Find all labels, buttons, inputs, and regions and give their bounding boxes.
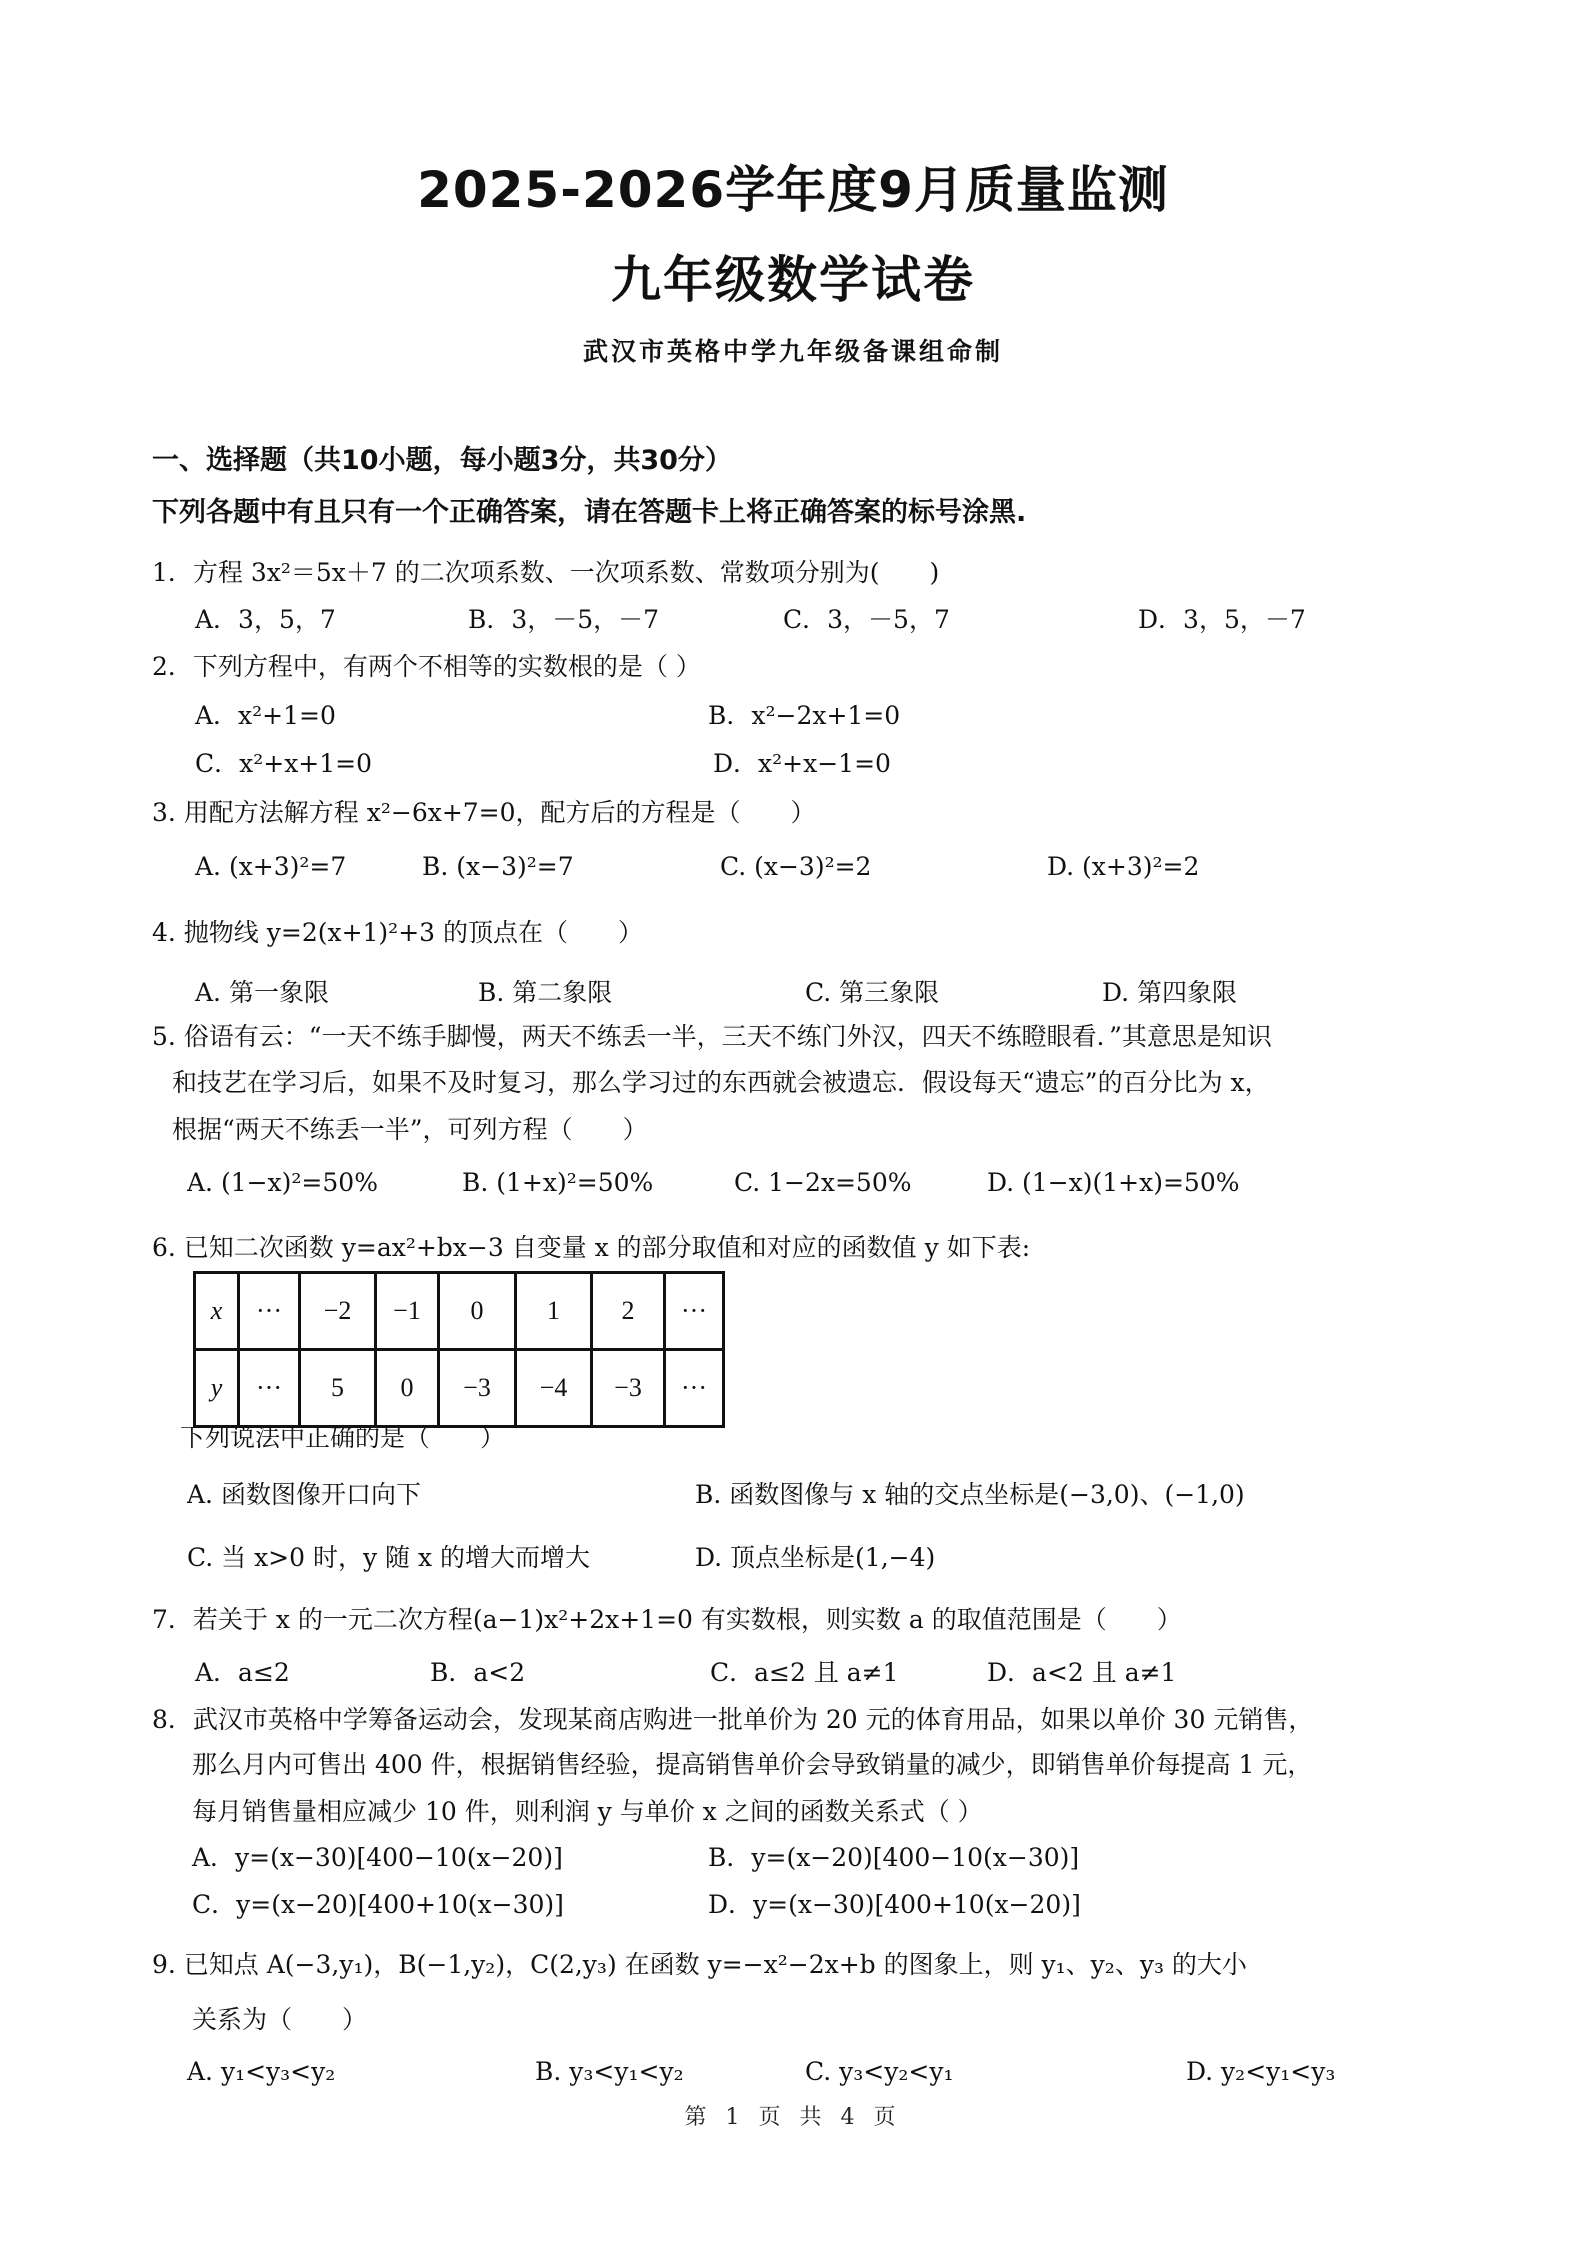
option-d: D. (x+3)²=2 — [1047, 852, 1200, 881]
option-c: C．3，－5，7 — [783, 605, 950, 634]
exam-title: 2025-2026学年度9月质量监测 — [417, 161, 1169, 219]
option-b: B．a<2 — [430, 1658, 526, 1687]
option-c: C．a≤2 且 a≠1 — [710, 1658, 899, 1687]
table-cell: 0 — [376, 1350, 439, 1427]
question-prompt: 下列说法中正确的是（ ） — [180, 1423, 506, 1452]
section-heading: 一、选择题（共10小题，每小题3分，共30分） — [152, 445, 732, 476]
question-stem: 6. 已知二次函数 y=ax²+bx−3 自变量 x 的部分取值和对应的函数值 y 如下表: — [152, 1233, 1031, 1262]
table-cell: ··· — [665, 1350, 724, 1427]
table-cell: ··· — [665, 1273, 724, 1350]
option-b: B．y=(x−20)[400−10(x−30)] — [708, 1843, 1080, 1872]
question-stem-line: 每月销售量相应减少 10 件，则利润 y 与单价 x 之间的函数关系式（ ） — [192, 1797, 983, 1826]
option-a: A．3，5，7 — [195, 605, 336, 634]
option-a: A. 第一象限 — [195, 978, 329, 1007]
table-cell: −1 — [376, 1273, 439, 1350]
question-stem-line: 5. 俗语有云：“一天不练手脚慢，两天不练丢一半，三天不练门外汉，四天不练瞪眼看．”其意思是知识 — [152, 1022, 1272, 1051]
table-cell: y — [195, 1350, 239, 1427]
table-cell: −3 — [439, 1350, 516, 1427]
option-a: A．a≤2 — [195, 1658, 290, 1687]
option-b: B. (x−3)²=7 — [422, 852, 574, 881]
question-stem: 4. 抛物线 y=2(x+1)²+3 的顶点在（ ） — [152, 918, 644, 947]
option-a: A．y=(x−30)[400−10(x−20)] — [192, 1843, 563, 1872]
table-cell: −2 — [300, 1273, 376, 1350]
question-stem: 3. 用配方法解方程 x²−6x+7=0，配方后的方程是（ ） — [152, 798, 816, 827]
table-cell: −3 — [592, 1350, 665, 1427]
table-cell: 2 — [592, 1273, 665, 1350]
option-a: A. (x+3)²=7 — [195, 852, 347, 881]
option-d: D．y=(x−30)[400+10(x−20)] — [708, 1890, 1081, 1919]
exam-subtitle: 九年级数学试卷 — [611, 251, 975, 309]
option-b: B. 函数图像与 x 轴的交点坐标是(−3,0)、(−1,0) — [695, 1480, 1245, 1509]
option-c: C. 第三象限 — [805, 978, 940, 1007]
option-a: A．x²+1=0 — [195, 701, 336, 730]
option-c: C. 1−2x=50% — [734, 1168, 912, 1197]
table-cell: 1 — [516, 1273, 592, 1350]
question-stem-line: 那么月内可售出 400 件，根据销售经验，提高销售单价会导致销量的减少，即销售单价每提高 1 元， — [192, 1750, 1313, 1779]
question-stem: 1．方程 3x²＝5x＋7 的二次项系数、一次项系数、常数项分别为( ) — [152, 558, 940, 587]
value-table — [193, 1271, 725, 1428]
option-a: A. y₁<y₃<y₂ — [187, 2057, 336, 2086]
option-d: D．3，5，－7 — [1138, 605, 1306, 634]
question-stem-line: 关系为（ ） — [192, 2005, 368, 2034]
option-b: B. (1+x)²=50% — [462, 1168, 654, 1197]
option-d: D．x²+x−1=0 — [713, 749, 891, 778]
option-c: C．x²+x+1=0 — [195, 749, 373, 778]
question-stem-line: 根据“两天不练丢一半”，可列方程（ ） — [172, 1115, 648, 1144]
option-c: C. (x−3)²=2 — [720, 852, 872, 881]
option-b: B．x²−2x+1=0 — [708, 701, 901, 730]
option-d: D. 顶点坐标是(1,−4) — [695, 1543, 936, 1572]
option-b: B．3，－5，－7 — [468, 605, 660, 634]
section-instruction: 下列各题中有且只有一个正确答案，请在答题卡上将正确答案的标号涂黑. — [152, 497, 1027, 528]
option-a: A. (1−x)²=50% — [187, 1168, 378, 1197]
table-row-y — [195, 1350, 724, 1427]
question-stem: 7．若关于 x 的一元二次方程(a−1)x²+2x+1=0 有实数根，则实数 a 的取值范围是（ ） — [152, 1605, 1182, 1634]
option-b: B. y₃<y₁<y₂ — [535, 2057, 684, 2086]
exam-author: 武汉市英格中学九年级备课组命制 — [582, 337, 1003, 366]
table-cell: ··· — [239, 1350, 300, 1427]
option-a: A. 函数图像开口向下 — [187, 1480, 421, 1509]
table-cell: ··· — [239, 1273, 300, 1350]
question-stem-line: 8．武汉市英格中学筹备运动会，发现某商店购进一批单价为 20 元的体育用品，如果以单价 30 元销售， — [152, 1705, 1314, 1734]
question-stem-line: 和技艺在学习后，如果不及时复习，那么学习过的东西就会被遗忘．假设每天“遗忘”的百分比为 x， — [172, 1068, 1270, 1097]
option-c: C. 当 x>0 时，y 随 x 的增大而增大 — [187, 1543, 591, 1572]
table-cell: x — [195, 1273, 239, 1350]
table-cell: 0 — [439, 1273, 516, 1350]
option-d: D. 第四象限 — [1102, 978, 1238, 1007]
option-c: C．y=(x−20)[400+10(x−30)] — [192, 1890, 564, 1919]
table-row-x — [195, 1273, 724, 1350]
table-cell: 5 — [300, 1350, 376, 1427]
page-footer: 第 1 页 共 4 页 — [684, 2105, 902, 2130]
question-stem: 2．下列方程中，有两个不相等的实数根的是（ ） — [152, 652, 701, 681]
question-stem-line: 9. 已知点 A(−3,y₁)，B(−1,y₂)，C(2,y₃) 在函数 y=−x²−2x+b 的图象上，则 y₁、y₂、y₃ 的大小 — [152, 1950, 1247, 1979]
option-d: D. y₂<y₁<y₃ — [1186, 2057, 1336, 2086]
table-cell: −4 — [516, 1350, 592, 1427]
option-d: D. (1−x)(1+x)=50% — [987, 1168, 1240, 1197]
option-b: B. 第二象限 — [478, 978, 613, 1007]
option-d: D．a<2 且 a≠1 — [987, 1658, 1177, 1687]
option-c: C. y₃<y₂<y₁ — [805, 2057, 954, 2086]
